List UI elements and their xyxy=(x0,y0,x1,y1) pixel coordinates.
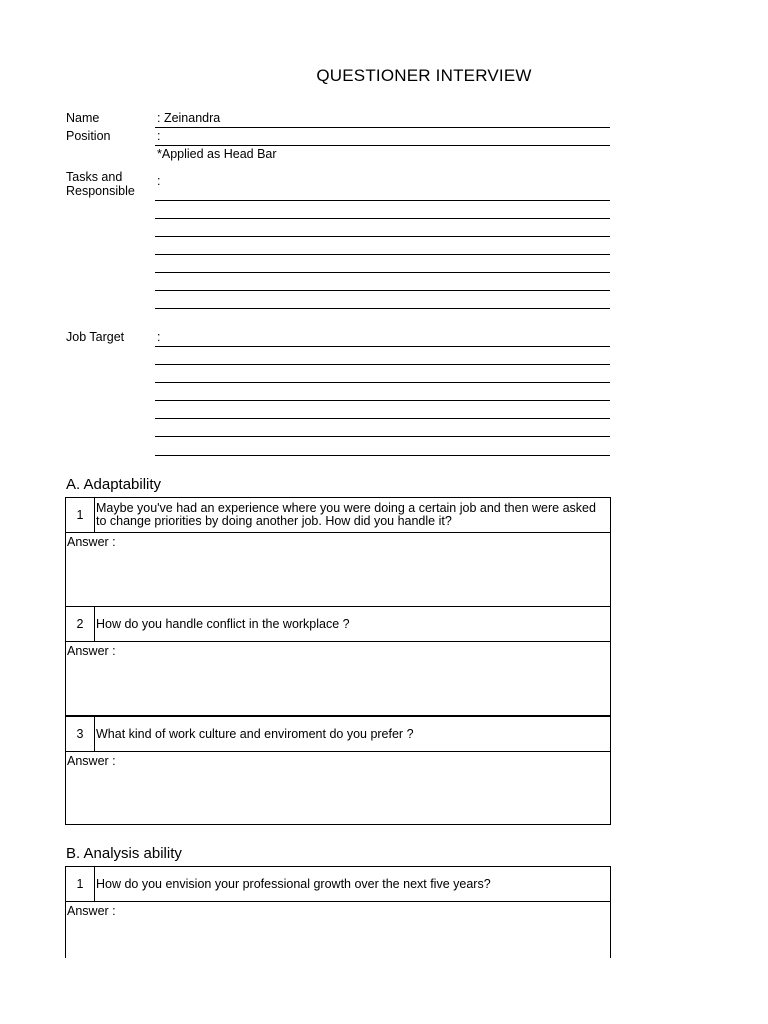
job-target-line xyxy=(155,455,610,456)
answer-box[interactable] xyxy=(65,902,611,958)
job-target-line xyxy=(155,418,610,419)
question-text: What kind of work culture and enviroment do you prefer ? xyxy=(96,726,414,741)
job-target-line xyxy=(155,346,610,347)
tasks-line xyxy=(155,308,610,309)
position-label: Position xyxy=(66,129,111,143)
question-text: Maybe you've had an experience where you were doing a certain job and then were asked to change priorities by doing another job. How did you handle it? xyxy=(96,501,596,528)
job-target-label: Job Target xyxy=(66,330,125,344)
page-title: QUESTIONER INTERVIEW xyxy=(316,66,532,85)
section-heading: A. Adaptability xyxy=(66,476,162,493)
question-number: 1 xyxy=(66,867,95,901)
question-row xyxy=(65,606,611,642)
question-number: 1 xyxy=(66,498,95,532)
tasks-line xyxy=(155,254,610,255)
question-row xyxy=(65,866,611,902)
tasks-line xyxy=(155,236,610,237)
question-text: How do you envision your professional growth over the next five years? xyxy=(96,876,491,891)
section-heading: B. Analysis ability xyxy=(66,845,182,862)
position-note: *Applied as Head Bar xyxy=(157,147,277,161)
tasks-line xyxy=(155,290,610,291)
question-number: 2 xyxy=(66,607,95,641)
tasks-value[interactable]: : xyxy=(157,174,161,188)
question-row xyxy=(65,497,611,533)
job-target-line xyxy=(155,436,610,437)
position-line xyxy=(155,145,610,146)
position-value[interactable]: : xyxy=(157,129,161,143)
job-target-line xyxy=(155,400,610,401)
answer-box[interactable] xyxy=(65,752,611,825)
job-target-line xyxy=(155,382,610,383)
answer-box[interactable] xyxy=(65,642,611,716)
answer-label: Answer : xyxy=(67,644,116,658)
name-value[interactable]: : Zeinandra xyxy=(157,111,221,125)
tasks-line xyxy=(155,200,610,201)
answer-label: Answer : xyxy=(67,754,116,768)
answer-label: Answer : xyxy=(67,535,116,549)
answer-box[interactable] xyxy=(65,533,611,607)
question-text: How do you handle conflict in the workplace ? xyxy=(96,616,350,631)
name-label: Name xyxy=(66,111,100,125)
tasks-label: Tasks and Responsible xyxy=(66,170,135,198)
tasks-line xyxy=(155,272,610,273)
tasks-line xyxy=(155,218,610,219)
question-number: 3 xyxy=(66,717,95,751)
job-target-value[interactable]: : xyxy=(157,330,161,344)
question-row xyxy=(65,716,611,752)
job-target-line xyxy=(155,364,610,365)
name-line xyxy=(155,127,610,128)
answer-label: Answer : xyxy=(67,904,116,918)
